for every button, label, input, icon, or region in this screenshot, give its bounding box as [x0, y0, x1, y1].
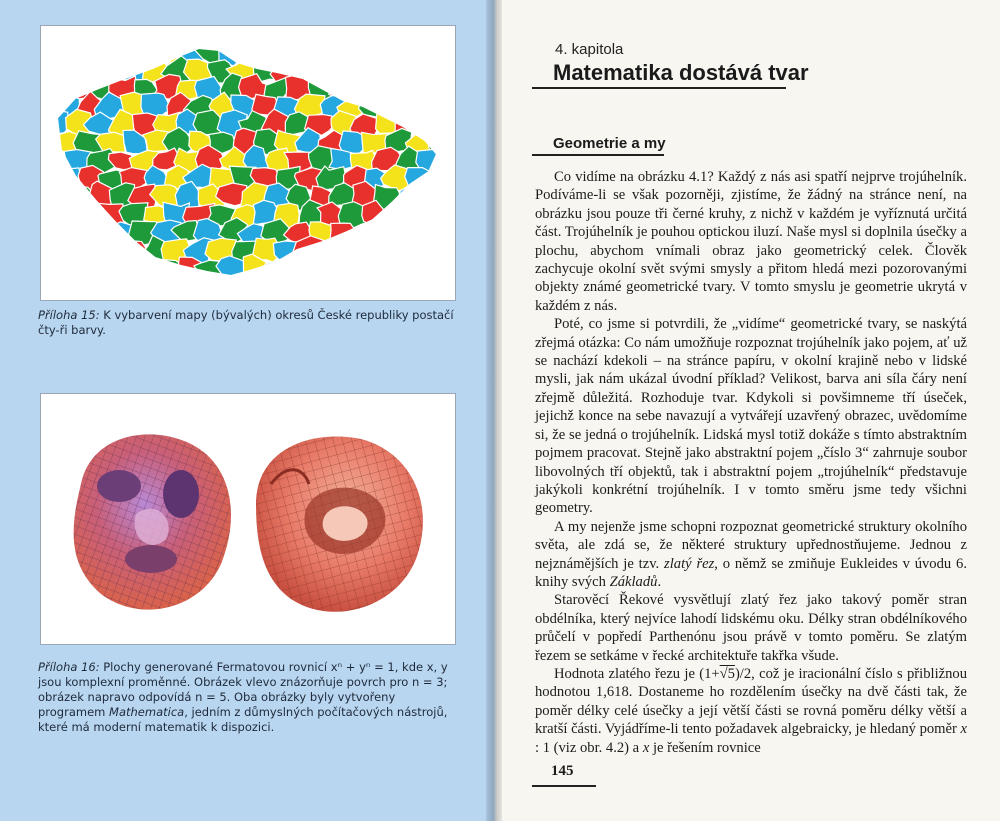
district-cell: [41, 238, 61, 261]
caption-text-end: , jedním z důmyslných počítačových nástrojů, které má moderní matematik k dispozici.: [38, 705, 448, 734]
district-cell: [404, 61, 434, 85]
district-cell: [327, 255, 356, 279]
district-cell: [428, 276, 455, 300]
surface-n3: [74, 434, 231, 609]
figure-caption-16: [38, 660, 458, 735]
district-cell: [129, 40, 160, 67]
district-cell: [373, 292, 401, 300]
district-cell: [61, 186, 93, 208]
district-cell: [372, 75, 400, 99]
district-cell: [432, 96, 454, 122]
district-cell: [397, 220, 423, 245]
paragraph: [535, 665, 967, 757]
district-cell: [142, 26, 171, 47]
district-cell: [131, 295, 155, 300]
section-title: Geometrie a my: [553, 135, 666, 152]
district-cell: [54, 168, 82, 194]
district-cell: [65, 219, 92, 246]
district-cell: [54, 199, 82, 228]
district-cell: [409, 201, 433, 227]
district-cell: [437, 76, 455, 102]
district-cell: [117, 271, 145, 296]
district-cell: [274, 26, 303, 48]
district-cell: [56, 58, 83, 84]
district-cell: [41, 94, 60, 120]
district-cell: [405, 272, 437, 300]
district-cell: [41, 73, 71, 98]
paragraph-text: je řešením rovnice: [649, 739, 761, 756]
district-cell: [75, 239, 104, 260]
district-cell: [240, 42, 272, 64]
district-cell: [362, 26, 392, 47]
caption-text: Plochy generované Fermatovou rovnicí xⁿ + yⁿ = 1, kde x, y jsou komplexní proměnné. Obrázek vlevo znázorňuje povrch pro n = 3; obrázek napravo odpovídá n = 5. Oba obrázky byly vytvořeny programem: [38, 660, 448, 719]
district-cell: [381, 274, 412, 300]
district-cell: [132, 256, 159, 282]
district-cell: [439, 224, 455, 246]
district-cell: [439, 42, 455, 65]
district-cell: [404, 240, 434, 265]
district-cell: [416, 74, 448, 102]
district-cell: [429, 26, 455, 47]
caption-label: Příloha 15:: [38, 308, 100, 322]
district-cell: [197, 290, 224, 300]
chapter-title-rule: [532, 87, 786, 89]
district-cell: [41, 273, 61, 298]
district-cell: [41, 165, 58, 192]
district-cell: [96, 276, 129, 300]
district-cell: [108, 253, 134, 280]
district-cell: [41, 202, 58, 229]
district-cell: [404, 26, 437, 50]
district-cell: [363, 56, 388, 83]
district-cell: [216, 256, 247, 284]
district-cell: [371, 223, 403, 246]
body-text: [535, 168, 967, 757]
district-cell: [295, 26, 322, 47]
district-cell: [241, 293, 268, 300]
czech-map-figure: [40, 25, 456, 301]
district-cell: [101, 26, 126, 48]
district-cell: [338, 236, 369, 262]
variable-x: x: [642, 739, 650, 756]
district-cell: [44, 217, 71, 245]
district-cell: [281, 42, 313, 67]
paragraph-text: Hodnota zlatého řezu je (1+: [554, 665, 720, 682]
district-cell: [396, 77, 427, 97]
figure-caption-15: [38, 308, 458, 338]
district-cell: [64, 292, 91, 300]
district-cell: [208, 275, 237, 298]
paragraph-text: : 1 (viz obr. 4.2) a: [535, 739, 643, 756]
district-cell: [254, 275, 281, 300]
district-cell: [156, 294, 182, 300]
district-cell: [429, 59, 455, 86]
district-cell: [349, 76, 379, 100]
district-cell: [219, 295, 248, 300]
variable-x: x: [960, 721, 967, 738]
district-cell: [66, 256, 90, 281]
district-cell: [436, 115, 455, 137]
district-cell: [55, 240, 85, 266]
district-cell: [109, 43, 140, 64]
four-color-map-image: [41, 26, 455, 300]
district-cell: [79, 273, 106, 299]
district-cell: [41, 40, 68, 69]
district-cell: [285, 291, 315, 300]
caption-label: Příloha 16:: [38, 660, 100, 674]
district-cell: [349, 258, 380, 280]
district-cell: [384, 56, 416, 85]
district-cell: [417, 255, 444, 283]
district-cell: [304, 40, 333, 63]
district-cell: [41, 58, 62, 86]
surface-n5: [256, 437, 423, 612]
district-cell: [293, 274, 324, 297]
district-cell: [262, 42, 290, 69]
district-cell: [382, 236, 412, 266]
district-cell: [416, 112, 447, 137]
district-cell: [77, 26, 103, 50]
district-cell: [261, 258, 291, 280]
paragraph-text: .: [657, 573, 662, 590]
district-cell: [341, 26, 368, 47]
district-cell: [363, 271, 388, 298]
district-cell: [41, 133, 60, 155]
district-cell: [340, 57, 369, 80]
section-title-rule: [532, 154, 664, 156]
district-cell: [353, 41, 382, 66]
district-cell: [437, 292, 455, 300]
book-title: Základů: [609, 573, 658, 590]
district-cell: [66, 42, 93, 68]
district-cell: [362, 239, 391, 264]
district-cell: [41, 26, 58, 49]
district-cell: [350, 223, 378, 247]
district-cell: [317, 274, 346, 300]
page-number: 145: [551, 763, 574, 779]
district-cell: [329, 41, 357, 65]
district-cell: [440, 185, 455, 208]
district-cell: [431, 238, 454, 262]
district-cell: [384, 26, 412, 46]
district-cell: [329, 293, 360, 300]
caption-text: K vybarvení mapy (bývalých) okresů České republiky postačí čty-ři barvy.: [38, 308, 454, 337]
district-cell: [54, 273, 82, 299]
district-cell: [164, 26, 194, 47]
district-cell: [186, 274, 214, 297]
district-cell: [306, 292, 334, 300]
district-cell: [86, 37, 116, 61]
district-cell: [381, 94, 414, 119]
paragraph-text: A my nejenže jsme schopni rozpoznat geometrické struktury okolního světa, ale zdá se, že některé struktury upřednostňujeme. Jednou z nejznámějších je tzv.: [535, 518, 967, 572]
district-cell: [175, 290, 202, 300]
district-cell: [141, 276, 168, 300]
page-number-rule: [532, 785, 596, 787]
district-cell: [370, 37, 405, 65]
district-cell: [392, 294, 422, 300]
district-cell: [440, 150, 455, 172]
district-cell: [370, 261, 403, 285]
district-cell: [97, 237, 122, 266]
district-cell: [52, 26, 86, 48]
district-cell: [285, 256, 310, 278]
district-cell: [396, 256, 422, 284]
district-cell: [160, 274, 192, 299]
paragraph: Starověcí Řekové vysvětlují zlatý řez jako takový poměr stran obdélníka, který nejvíce lahodí lidskému oku. Délky stran obdélníkového průčelí v popředí Parthenónu jsou právě v tomto poměru. Se zlatým řezem se setkáme v řecké architektuře takřka všude.: [535, 592, 967, 664]
fermat-surfaces-image: [41, 394, 455, 644]
district-cell: [79, 58, 107, 85]
district-cells: [41, 26, 455, 300]
district-cell: [229, 276, 259, 300]
district-cell: [438, 256, 455, 279]
district-cell: [231, 26, 261, 48]
district-cell: [416, 218, 446, 246]
district-cell: [428, 169, 455, 193]
paragraph: [535, 518, 967, 592]
district-cell: [110, 290, 138, 300]
fermat-surfaces-figure: [40, 393, 456, 645]
district-cell: [253, 26, 280, 47]
paragraph: Poté, co jsme si potvrdili, že „vidíme“ geometrické tvary, se naskýtá zřejmá otázka: Co nám umožňuje rozpoznat trojúhelník jako pojem, ať už se nachází kdekoli – na stránce papíru, v okolní krajině nebo v lidské mysli, jak nám ukázal úvodní příklad? Velikost, barva ani síla čáry není zřejmě důležitá. Rozhoduje tvar. Kdykoli si povšimneme tří úseček, jejichž konce na sebe navazují a vytvářejí uzavřený obrazec, uvědomíme si, že se jedná o trojúhelník. Lidská mysl totiž dokáže s tímto abstraktním pojmem pracovat. Stejně jako abstraktní pojem „číslo 3“ zahrnuje soubor libovolných tří objektů, tak i abstraktní pojem „trojúhelník“ představuje jakýkoli konkrétní trojúhelník. I v tomto směru jsme tedy všichni geometry.: [535, 316, 967, 517]
district-cell: [341, 278, 371, 299]
district-cell: [415, 293, 443, 300]
paragraph: Co vidíme na obrázku 4.1? Každý z nás asi spatří nejprve trojúhelník. Podíváme-li se však pozorněji, zjistíme, že žádný na stránce není, na obrázku jsou pouze tři černé kruhy, z nichž v každém je vyříznutá určitá část. Trojúhelník je pouhou optickou iluzí. Naše mysl si doplnila úsečky a plochu, abychom vnímali obraz jako geometrický celek. Člověk zachycuje okolní svět svými smysly a přitom hledá mezi pozorovanými objekty známé geometrické tvary. V tomto smyslu je geometrie ukrytá v každém z nás.: [535, 169, 967, 314]
sqrt-five: √5: [719, 665, 735, 682]
district-cell: [315, 26, 346, 47]
district-cell: [87, 259, 112, 280]
district-cell: [391, 41, 423, 64]
chapter-number: 4. kapitola: [555, 41, 624, 58]
district-cell: [43, 258, 72, 282]
district-cell: [183, 26, 213, 46]
chapter-title: Matematika dostává tvar: [553, 60, 809, 85]
district-cell: [120, 241, 148, 264]
district-cell: [263, 293, 290, 300]
district-cell: [426, 199, 455, 225]
district-cell: [417, 183, 446, 213]
district-cell: [406, 96, 432, 122]
district-cell: [87, 223, 116, 248]
golden-ratio-term: zlatý řez: [664, 555, 715, 572]
district-cell: [119, 26, 151, 48]
district-cell: [273, 274, 300, 299]
program-name: Mathematica: [109, 705, 185, 719]
district-cell: [90, 290, 114, 300]
district-cell: [43, 186, 73, 206]
district-cell: [417, 42, 447, 62]
district-cell: [205, 26, 235, 47]
paragraph-text: )/2, což je iracionální číslo s přibližnou hodnotou 1,618. Dostaneme ho rozdělením úsečky na dvě části tak, že poměr délky celé úsečky a její větší části se rovná poměru délky větší a kratší části. Vyjádříme-li tento požadavek algebraicky, je hledaný poměr: [535, 665, 967, 738]
district-cell: [307, 260, 337, 278]
district-cell: [319, 56, 348, 85]
district-cell: [42, 292, 74, 300]
paragraph-text: , o němž se zmiňuje Eukleides v úvodu 6. knihy svých: [535, 555, 967, 590]
district-cell: [348, 293, 382, 300]
